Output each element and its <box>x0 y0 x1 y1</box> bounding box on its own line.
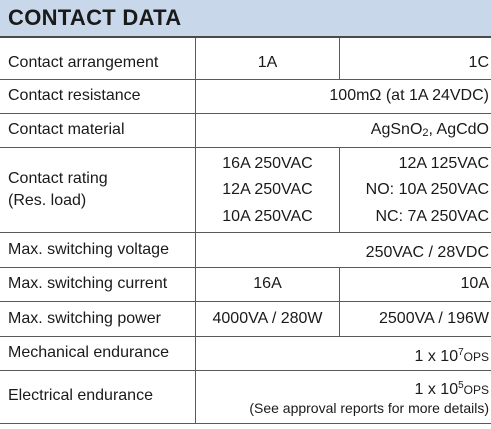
section-header <box>0 0 491 38</box>
max-switching-voltage-value: 250VAC / 28VDC <box>365 244 489 261</box>
table-bottom-border <box>0 423 491 424</box>
max-switching-power-label: Max. switching power <box>8 310 161 327</box>
mech-unit: OPS <box>463 350 489 364</box>
material-part-1: AgSnO <box>370 121 423 138</box>
elec-exponent: 5 <box>458 380 464 391</box>
mech-base: 1 x 10 <box>414 348 459 365</box>
rating-1c-line-1: 12A 125VAC <box>398 155 489 172</box>
max-switching-current-1c: 10A <box>460 275 489 292</box>
elec-base: 1 x 10 <box>414 381 459 398</box>
max-switching-power-1c: 2500VA / 196W <box>379 310 489 327</box>
contact-resistance-value: 100mΩ (at 1A 24VDC) <box>329 87 489 104</box>
row-divider <box>0 79 491 80</box>
row-divider <box>0 336 491 337</box>
contact-arrangement-1a: 1A <box>257 54 278 71</box>
rating-1a-line-1: 16A 250VAC <box>222 155 313 172</box>
max-switching-current-label: Max. switching current <box>8 275 168 292</box>
section-title: CONTACT DATA <box>8 5 182 30</box>
row-divider <box>0 113 491 114</box>
rating-1a-line-2: 12A 250VAC <box>222 181 313 198</box>
contact-rating-sublabel: (Res. load) <box>8 192 87 209</box>
row-divider <box>0 370 491 371</box>
row-divider <box>0 301 491 302</box>
elec-unit: OPS <box>463 383 489 397</box>
contact-material-value <box>371 120 489 143</box>
rating-1c-line-2: NO: 10A 250VAC <box>365 181 489 198</box>
contact-resistance-label: Contact resistance <box>8 87 141 104</box>
mechanical-endurance-value <box>415 343 490 367</box>
material-part-2: , AgCdO <box>428 121 489 138</box>
contact-rating-label: Contact rating <box>8 170 108 187</box>
contact-arrangement-label: Contact arrangement <box>8 54 159 71</box>
mechanical-endurance-label: Mechanical endurance <box>8 344 169 361</box>
value-column-divider <box>339 267 340 337</box>
rating-1c-line-3: NC: 7A 250VAC <box>375 208 489 225</box>
label-column-divider <box>195 38 196 423</box>
rating-1a-line-3: 10A 250VAC <box>222 208 313 225</box>
max-switching-voltage-label: Max. switching voltage <box>8 241 169 258</box>
value-column-divider <box>339 38 340 80</box>
max-switching-power-1a: 4000VA / 280W <box>212 310 323 327</box>
row-divider <box>0 267 491 268</box>
electrical-endurance-label: Electrical endurance <box>8 387 153 404</box>
contact-arrangement-1c: 1C <box>468 54 489 71</box>
material-subscript: 2 <box>422 127 429 139</box>
row-divider <box>0 147 491 148</box>
mech-exponent: 7 <box>458 347 464 358</box>
row-divider <box>0 232 491 233</box>
value-column-divider <box>339 147 340 233</box>
contact-material-label: Contact material <box>8 121 125 138</box>
max-switching-current-1a: 16A <box>253 275 282 292</box>
electrical-endurance-value <box>415 376 490 400</box>
electrical-endurance-note: (See approval reports for more details) <box>249 400 489 416</box>
